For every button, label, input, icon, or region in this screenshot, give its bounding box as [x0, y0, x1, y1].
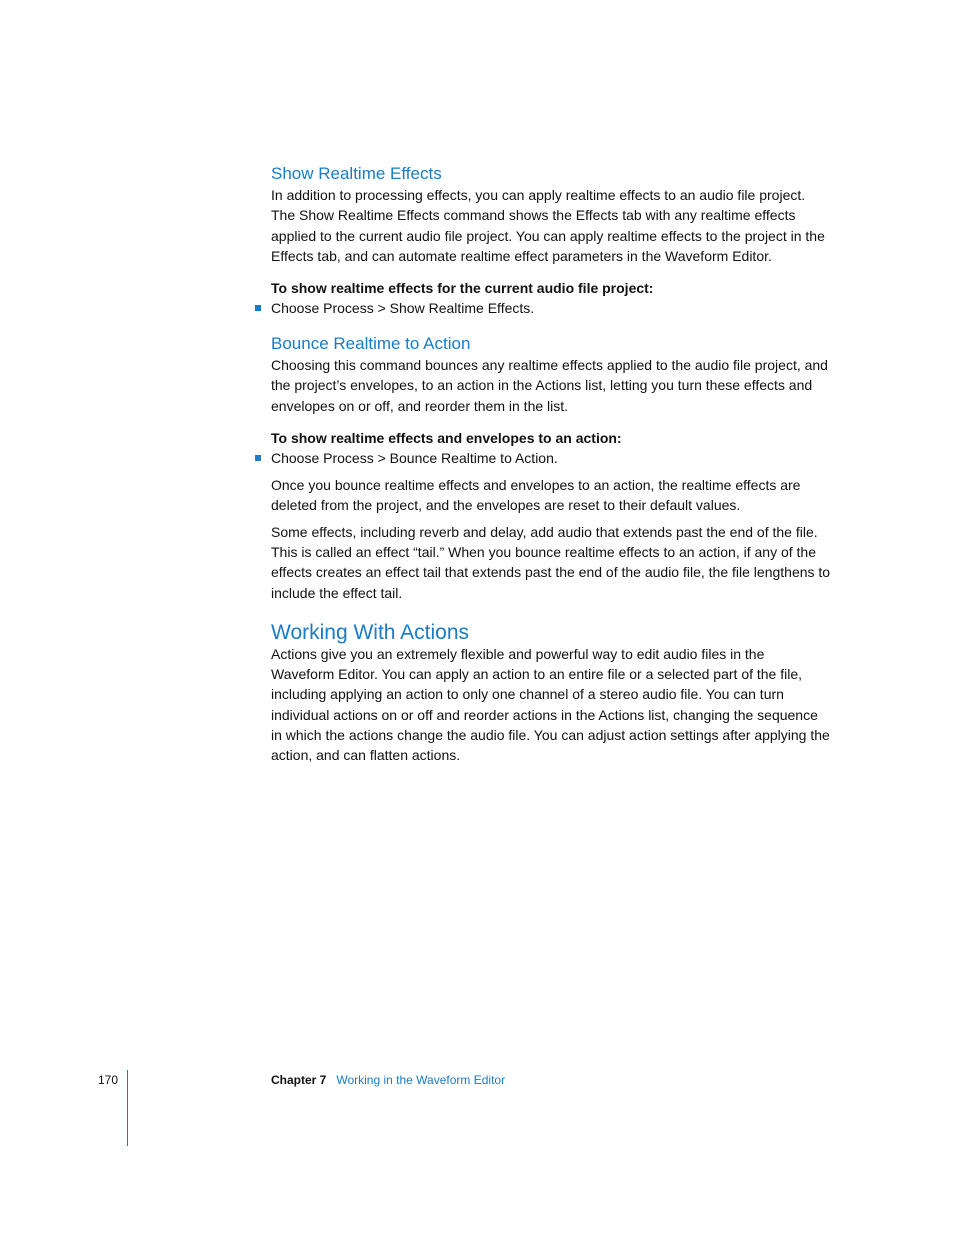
- heading-show-realtime-effects: Show Realtime Effects: [271, 164, 442, 183]
- task-heading-bounce: To show realtime effects and envelopes to an action:: [271, 430, 622, 447]
- paragraph-bounce-after: Once you bounce realtime effects and envelopes to an action, the realtime effects are deleted from the project, and the envelopes are reset to their default values.: [271, 477, 801, 514]
- list-item-bounce-step: [271, 448, 831, 468]
- heading-bounce-realtime: Bounce Realtime to Action: [271, 334, 471, 354]
- page-content: [271, 162, 831, 766]
- paragraph-effect-tail: Some effects, including reverb and delay, add audio that extends past the end of the file. This is called an effect “tail.” When you bounce realtime effects to an action, if any of the effects creates an effect tail that extends past the end of the audio file, the file lengthens to include the effect tail.: [271, 523, 831, 601]
- footer-divider: [127, 1070, 128, 1146]
- bullet-square-icon: [255, 455, 261, 461]
- chapter-label: Chapter 7: [271, 1073, 327, 1087]
- paragraph-actions-intro: Actions give you an extremely flexible and powerful way to edit audio files in the Waveform Editor. You can apply an action to an entire file or a selected part of the file, including applying an action to only one channel of a stereo audio file. You can turn individual actions on or off and reorder actions in the Actions list, changing the sequence in which the actions change the audio file. You can adjust action settings after applying the action, and can flatten actions.: [271, 645, 830, 764]
- step-text: Choose Process > Show Realtime Effects.: [271, 300, 535, 317]
- bullet-square-icon: [255, 305, 261, 311]
- chapter-title-link[interactable]: Working in the Waveform Editor: [336, 1073, 506, 1087]
- paragraph-bounce-intro: Choosing this command bounces any realtime effects applied to the audio file project, and the project’s envelopes, to an action in the Actions list, letting you turn these effects and envelopes on or off, and reorder them in the list.: [271, 357, 828, 414]
- footer-chapter: [271, 1072, 505, 1088]
- list-item-show-realtime-step: [271, 298, 831, 318]
- step-text: Choose Process > Bounce Realtime to Action.: [271, 450, 558, 467]
- page-number: 170: [98, 1073, 119, 1087]
- heading-working-with-actions: Working With Actions: [271, 620, 470, 644]
- paragraph-show-realtime-intro: In addition to processing effects, you can apply realtime effects to an audio file project. The Show Realtime Effects command shows the Effects tab with any realtime effects applied to the current audio file project. You can apply realtime effects to the project in the Effects tab, and can automate realtime effect parameters in the Waveform Editor.: [271, 187, 825, 264]
- task-heading-show-realtime: To show realtime effects for the current audio file project:: [271, 280, 654, 297]
